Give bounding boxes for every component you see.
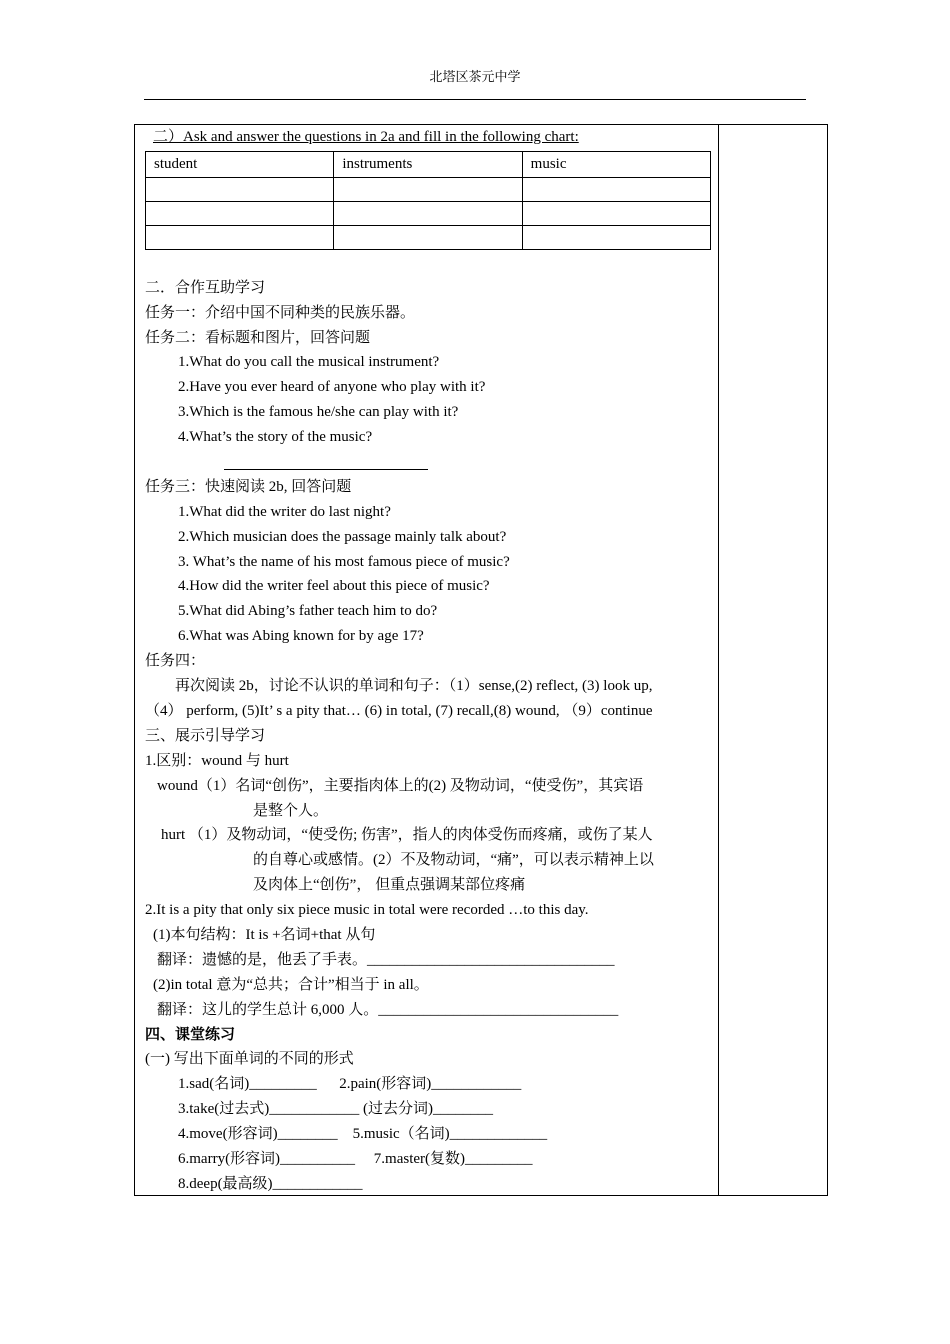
task-3-question: 6.What was Abing known for by age 17?	[178, 628, 424, 645]
guide-item-2: 2.It is a pity that only six piece music in total were recorded …to this day.	[145, 902, 589, 919]
guide-item-1: 1.区别：wound 与 hurt	[145, 752, 289, 769]
guide-item-2a: (1)本句结构：It is +名词+that 从句	[153, 926, 376, 943]
practice-heading: 四、课堂练习	[145, 1026, 236, 1043]
chart-cell[interactable]	[334, 201, 522, 225]
chart-cell[interactable]	[522, 201, 710, 225]
task-2-question: 3.Which is the famous he/she can play with it?	[178, 404, 459, 421]
task-3-question: 4.How did the writer feel about this piece of music?	[178, 578, 490, 595]
fill-in-chart	[145, 151, 711, 250]
practice-row: 8.deep(最高级)____________	[178, 1175, 363, 1192]
practice-row: 1.sad(名词)_________ 2.pain(形容词)____________	[178, 1076, 522, 1093]
answer-blank-line[interactable]	[145, 450, 711, 475]
chart-empty-row	[146, 177, 711, 201]
chart-title: 二）Ask and answer the questions in 2a and fill in the following chart:	[153, 129, 579, 145]
coop-heading: 二．合作互助学习	[145, 279, 266, 296]
chart-header-instruments: instruments	[334, 151, 522, 177]
header-rule	[144, 99, 806, 100]
page-header: 北塔区茶元中学	[429, 69, 521, 84]
wound-definition: wound（1）名词“创伤”，主要指肉体上的(2) 及物动词，“使受伤”，其宾语	[157, 777, 644, 794]
chart-cell[interactable]	[146, 177, 334, 201]
guide-item-2b-translation: 翻译：这儿的学生总计 6,000 人。________________________________	[157, 1001, 619, 1018]
task-2-question: 2.Have you ever heard of anyone who play with it?	[178, 379, 486, 396]
task-3-question: 1.What did the writer do last night?	[178, 503, 391, 520]
chart-cell[interactable]	[146, 225, 334, 249]
chart-header-row	[146, 151, 711, 177]
notes-column-divider	[718, 125, 719, 1195]
hurt-definition: hurt （1）及物动词，“使受伤; 伤害”，指人的肉体受伤而疼痛，或伤了某人	[161, 827, 653, 844]
practice-subheading: (一) 写出下面单词的不同的形式	[145, 1051, 354, 1068]
chart-cell[interactable]	[522, 177, 710, 201]
task-1: 任务一：介绍中国不同种类的民族乐器。	[145, 304, 416, 321]
worksheet-table	[134, 124, 828, 1196]
task-3-question: 3. What’s the name of his most famous piece of music?	[178, 553, 510, 570]
chart-header-music: music	[522, 151, 710, 177]
chart-cell[interactable]	[334, 177, 522, 201]
hurt-definition-cont: 及肉体上“创伤”， 但重点强调某部位疼痛	[253, 877, 526, 894]
chart-cell[interactable]	[334, 225, 522, 249]
chart-empty-row	[146, 225, 711, 249]
wound-definition-cont: 是整个人。	[253, 802, 329, 819]
guide-item-2a-translation: 翻译：遗憾的是，他丢了手表。_________________________________	[157, 951, 615, 968]
chart-cell[interactable]	[146, 201, 334, 225]
task-3: 任务三：快速阅读 2b, 回答问题	[145, 478, 352, 495]
task-2-question: 4.What’s the story of the music?	[178, 429, 373, 446]
task-3-question: 2.Which musician does the passage mainly talk about?	[178, 528, 507, 545]
guide-item-2b: (2)in total 意为“总共；合计”相当于 in all。	[153, 976, 429, 993]
chart-header-student: student	[146, 151, 334, 177]
task-3-question: 5.What did Abing’s father teach him to do?	[178, 603, 438, 620]
chart-cell[interactable]	[522, 225, 710, 249]
task-4: 任务四：	[145, 653, 206, 670]
task-2: 任务二：看标题和图片，回答问题	[145, 329, 371, 346]
practice-row: 6.marry(形容词)__________ 7.master(复数)_________	[178, 1150, 533, 1167]
guide-heading: 三、展示引导学习	[145, 727, 266, 744]
task-4-line-2: （4） perform, (5)It’ s a pity that… (6) in total, (7) recall,(8) wound, （9）continue	[145, 702, 653, 719]
practice-row: 4.move(形容词)________ 5.music（名词)_____________	[178, 1126, 548, 1143]
main-content	[145, 125, 711, 1197]
task-2-question: 1.What do you call the musical instrument?	[178, 354, 440, 371]
task-4-line-1: 再次阅读 2b，讨论不认识的单词和句子：（1）sense,(2) reflect, (3) look up,	[175, 678, 653, 695]
practice-row: 3.take(过去式)____________ (过去分词)________	[178, 1101, 493, 1118]
hurt-definition-cont: 的自尊心或感情。(2）不及物动词，“痛”，可以表示精神上以	[253, 852, 654, 869]
chart-empty-row	[146, 201, 711, 225]
